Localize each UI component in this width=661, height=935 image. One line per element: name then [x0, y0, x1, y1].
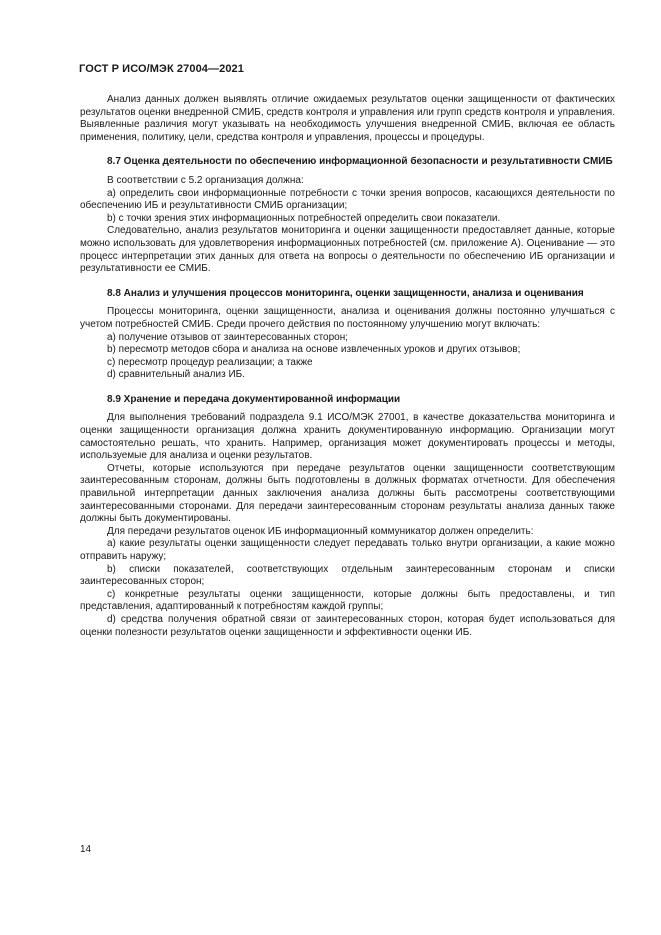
section-heading-8-8: 8.8 Анализ и улучшения процессов мониторинга, оценки защищенности, анализа и оценивания — [107, 287, 584, 299]
list-item: c) конкретные результаты оценки защищенности, которые должны быть предоставлены, и тип представления, адаптированный к потребностям каждой группы; — [80, 588, 615, 613]
paragraph: В соответствии с 5.2 организация должна: — [107, 174, 304, 186]
list-item: b) списки показателей, соответствующих отдельным заинтересованным сторонам и списки заинтересованных сторон; — [80, 563, 615, 588]
page-number: 14 — [80, 844, 92, 855]
page-header-title: ГОСТ Р ИСО/МЭК 27004—2021 — [79, 63, 244, 75]
paragraph: Следовательно, анализ результатов мониторинга и оценки защищенности предоставляет данные, которые можно использовать для удовлетворения информационных потребностей (см. приложение А). Оценивание — это процесс интерпретации этих данных для ответа на вопросы о деятельности по обеспечению ИБ организации и результативности ее СМИБ. — [80, 225, 615, 275]
section-heading-8-9: 8.9 Хранение и передача документированной информации — [107, 393, 401, 405]
paragraph: Процессы мониторинга, оценки защищенности, анализа и оценивания должны постоянно улучшаться с учетом потребностей СМИБ. Среди прочего действия по постоянному улучшению могут включать: — [80, 306, 615, 330]
paragraph: Для выполнения требований подраздела 9.1 ИСО/МЭК 27001, в качестве доказательства мониторинга и оценки защищенности организация должна хранить документированную информацию. Организации могут самостоятельно решать, что хранить. Например, организация может документировать процессы и методы, используемые для анализа и оценки результатов. — [80, 412, 615, 462]
list-item: c) пересмотр процедур реализации; а также — [107, 356, 313, 368]
list-item: d) средства получения обратной связи от заинтересованных сторон, которая будет использоваться для оценки полезности результатов оценки защищенности и эффективности оценки ИБ. — [80, 613, 615, 638]
list-item: d) сравнительный анализ ИБ. — [107, 369, 245, 381]
list-item: a) получение отзывов от заинтересованных сторон; — [107, 331, 349, 343]
list-item: b) пересмотр методов сбора и анализа на основе извлеченных уроков и других отзывов; — [107, 344, 521, 356]
list-item: b) с точки зрения этих информационных потребностей определить свои показатели. — [107, 212, 501, 224]
paragraph: Отчеты, которые используются при передаче результатов оценки защищенности соответствующим заинтересованным сторонам, должны быть подготовлены в должных форматах отчетности. Для обеспечения правильной интерпретации данных заключения анализа должны быть рассмотрены соответствующими заинтересованными сторонами. Для передачи заинтересованным сторонам результаты анализа данных также должны быть документированы. — [80, 462, 615, 525]
list-item: a) определить свои информационные потребности с точки зрения вопросов, касающихся деятельности по обеспечению ИБ и результативности СМИБ организации; — [80, 187, 615, 212]
section-heading-8-7: 8.7 Оценка деятельности по обеспечению информационной безопасности и результативности СМИБ — [107, 156, 613, 168]
paragraph: Для передачи результатов оценок ИБ информационный коммуникатор должен определить: — [107, 525, 534, 537]
document-body — [80, 94, 615, 639]
intro-paragraph: Анализ данных должен выявлять отличие ожидаемых результатов оценки защищенности от фактических результатов оценки внедренной СМИБ, средств контроля и управления или групп средств контроля и управления. Выявленные различия могут указывать на необходимость улучшения внедренной СМИБ, включая ее область применения, политику, цели, средства контроля и управления, процессы и процедуры. — [80, 94, 615, 143]
list-item: a) какие результаты оценки защищенности следует передавать только внутри организации, а какие можно отправить наружу; — [80, 538, 615, 562]
